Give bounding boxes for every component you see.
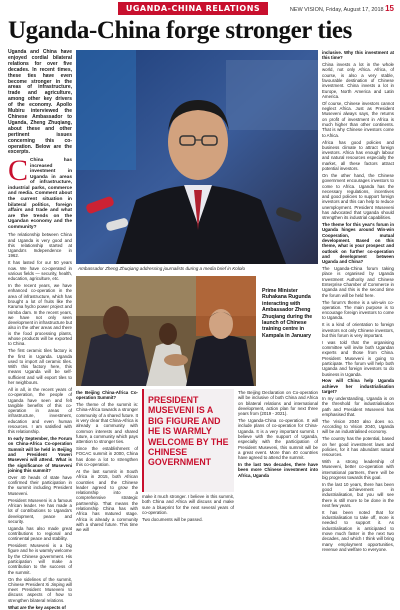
col1-para-4: All in all, in the recent years of co-operation, the people of Uganda have seen and felt tangible benefits of this co-operation in areas of infrastructure, investment, education and even human resources. I am satisfied with this relationship.: [8, 386, 72, 435]
col1-para-6: President Museveni is a famous African leader. He has made a lot of contributions to Uganda's development, peace and security.: [8, 497, 72, 524]
lead-question-block: [8, 153, 72, 231]
col4-para-2: The Uganda-China co-operation. It will include plans of co-operation for China-Uganda. It is a very important summit. I believe with the support of Uganda, especially with the participation of President Museveni, this summit will be a great event. More than 40 countries have agreed to attend the summit.: [238, 418, 318, 461]
drop-cap: C: [8, 153, 29, 187]
col3-para-1: make it much stronger. I believe in this summit, both China and Africa will discuss and make sure a blueprint for the next several years of co-operation.: [142, 494, 234, 515]
col1-question: In early September, the Forum on China-Africa Co-operation Summit will be held in Beijing and President Yoweri Museveni will attend. What is the significance of Museveni joining this summit?: [8, 436, 72, 473]
col5-para-8: I was told that the organising committee will invite both Ugandan experts and those from China. President Museveni is going to participate. The forum will help both Uganda and foreign investors to do business in Uganda.: [322, 339, 394, 377]
col1-para-3: The first ceramic tiles factory is the first in Uganda. Uganda used to import all ceramic tiles. With this factory here, this means Uganda will be self-sufficient and will export tiles to her neighbours.: [8, 348, 72, 386]
column-5: [322, 50, 394, 552]
column-2: [76, 390, 138, 533]
col5-para-2: Of course, Chinese investors cannot neglect Africa. Just as President Museveni always says, the returns on profit of investment in Africa is much higher than other continents. That is why Chinese investors come to Africa.: [322, 100, 394, 138]
col5-para-1: China invests a lot in the whole world, not only Africa. Africa, of course, is also a very stable, favourable destination of Chinese investment. China invests a lot in Europe, North America and Latin America.: [322, 62, 394, 99]
col5-intro: inclusive. Why this investment at this time?: [322, 50, 394, 61]
ambassador-photo: [76, 50, 318, 264]
column-1: [8, 49, 72, 610]
publication-line: [290, 4, 394, 13]
col1-question-2: What are the key aspects of: [8, 604, 66, 610]
pull-quote: PRESIDENT MUSEVENI IS A BIG FIGURE AND HE IS WARMLY WELCOME BY THE CHINESE GOVERNMENT: [142, 389, 234, 492]
section-tag: UGANDA-CHINA RELATIONS: [118, 2, 268, 15]
col1-para-5: Over 40 heads of state have confirmed their participation in the summit including President Museveni.: [8, 474, 72, 496]
col4-question: In the last two decades, there have been more Chinese investment into Africa, Uganda: [238, 462, 318, 478]
intro-text: Uganda and China have enjoyed cordial bilateral relations for over five decades. In recent times, these ties have even become stronger in the areas of infrastructure, trade and agriculture, among other key drivers of the economy. Apollo Mubiru interviewed the Chinese Ambassador to Uganda, Zheng Zhuqiang, about these and other pertinent issues concerning this co-operation. Below are the excerpts.: [8, 49, 72, 156]
col5-para-14: It has been noted that for industrialisation to take off, more is needed to support it. As industrialisation is anticipated to move much faster in the next two decades, and which I think will bring many employment opportunities, revenue and welfare to everyone.: [322, 509, 394, 552]
col5-question-2: How will China help Uganda achieve her industrialisation target?: [322, 378, 394, 395]
col5-para-3: Africa has good policies and business climate to attract foreign investors. Africa has enough labour and natural resources especially the market, all these factors attract potential investors.: [322, 139, 394, 172]
page-number: 15: [385, 4, 394, 13]
col5-para-7: It is a kind of orientation to foreign investors not only Chinese investors, but this forum is very important.: [322, 322, 394, 338]
col4-para-1: The Beijing Declaration on Co-operation will be inclusive of both China and Africa on bilateral relations and international development, action plan for next three years from (2019 - 2021).: [238, 390, 318, 417]
column-3: [142, 494, 234, 522]
column-4: [238, 390, 318, 510]
col1-para-7: Uganda has also made great contributions to regional and continental peace and stability.: [8, 525, 72, 542]
col1-para-1: It has lasted for our 50 years now. We have co-operated in various fields — security, health, education, agriculture, etc.: [8, 260, 72, 282]
col5-para-4: On the other hand, the Chinese government encourages investors to come to Africa. Uganda has the necessary regulations, incentives and good policies to support foreign investors and this can help to reduce unemployment. President Museveni has advocated that Uganda should strengthen its industrial capabilities.: [322, 172, 394, 221]
col5-para-13: In the last 10 years, there has been good achievement in industrialisation, but you will see there is still more to be done in the next few years.: [322, 481, 394, 508]
col5-para-12: With a strong leadership of Museveni, better co-operation with international partners, there will be big progress towards this goal.: [322, 458, 394, 480]
col2-question: the Beijing China-Africa Co-operation Summit?: [76, 390, 138, 401]
col5-question: The theme for this year's forum in Uganda hinges around Win-win Cooperation, mutual development. Based on this theme, what is your prospect and outlook on further co-operation and development between Uganda and China?: [322, 222, 394, 265]
col2-para-2: Since the establishment of FOCAC summit in 2000, China has done a lot to strengthen this co-operation.: [76, 446, 138, 468]
col2-para-1: The theme of the summit is: China-Africa towards a stronger community of a shared future. It is very clear that China-Africa is already a community with common interests and shared future, a community which pays attention to stronger ties.: [76, 402, 138, 445]
col5-para-6: The forum's theme is a win-win co-operation. The main purpose is to encourage foreign investors to come to Uganda.: [322, 299, 394, 321]
col1-para-2: In the recent years, we have enhanced co-operation in the area of infrastructure, which has brought a lot of fruits like the Karuma hydro power project and Isimba dam. In the recent years, we have not only seen development in infrastructure but also in the other areas and there is the food processing plants, whose products will be exported to China.: [8, 283, 72, 347]
publication-name: NEW VISION, Friday, August 17, 2018: [289, 7, 384, 13]
col1-para-8: President Museveni is a big figure and he is warmly welcome by the Chinese government. His participation will make a contribution to the success of the summit.: [8, 543, 72, 575]
lead-answer: The relationship between China and Uganda is very good and this relationship started at Uganda's Independence in 1962.: [8, 232, 72, 259]
photo-caption: Ambassador Zheng Zhuqiang addressing journalists during a media brief in Kololo: [78, 266, 246, 271]
col5-para-11: The country has the potential, based on her good investment laws and policies, for it has abundant natural resources.: [322, 436, 394, 458]
col5-para-9: In my understanding, Uganda is on the threshold for industrialisation path and President Museveni has emphasised that.: [322, 395, 394, 417]
side-caption: Prime Minister Ruhakana Rugunda interacting with Ambassador Zheng Zhuqiang during the launch of Chinese training centre in Kampala in January: [262, 288, 313, 339]
handshake-photo: [76, 276, 256, 386]
ambassador-photo-image: [76, 50, 318, 264]
col5-para-10: The Vision 2040 also does so. According to Vision 2040, Uganda will be an industrialised economy.: [322, 418, 394, 435]
col2-para-3: At the last summit in South Africa in 2015, both African countries and the Chinese leader agreed to grow the relationship into a comprehensive strategic partnership. That means the relationship China has with Africa has matured stage. Africa is already a community with a shared future. This time we will: [76, 468, 138, 533]
col1-para-9: On the sidelines of the summit, Chinese President Xi Jinping will meet President Museveni to discuss aspects of how to strengthen bilateral relations.: [8, 576, 72, 603]
col3-para-2: Two documents will be passed.: [142, 516, 203, 522]
lead-question: China has increased investment in Uganda in areas of infrastructure, industrial parks, commerce and media. Comment about the current situation in bilateral politics, foreign affairs and trade and what are the trends on the Ugandan economy and the community?: [8, 157, 72, 231]
handshake-photo-image: [76, 276, 256, 386]
page-header: [0, 0, 400, 18]
col5-para-5: The Uganda-China forum taking place is organised by Uganda Investment Authority and Chinese Enterprise Chamber of Commerce in Uganda and this is the second time the forum will be held here.: [322, 266, 394, 298]
headline: Uganda-China forge stronger ties: [8, 17, 352, 44]
